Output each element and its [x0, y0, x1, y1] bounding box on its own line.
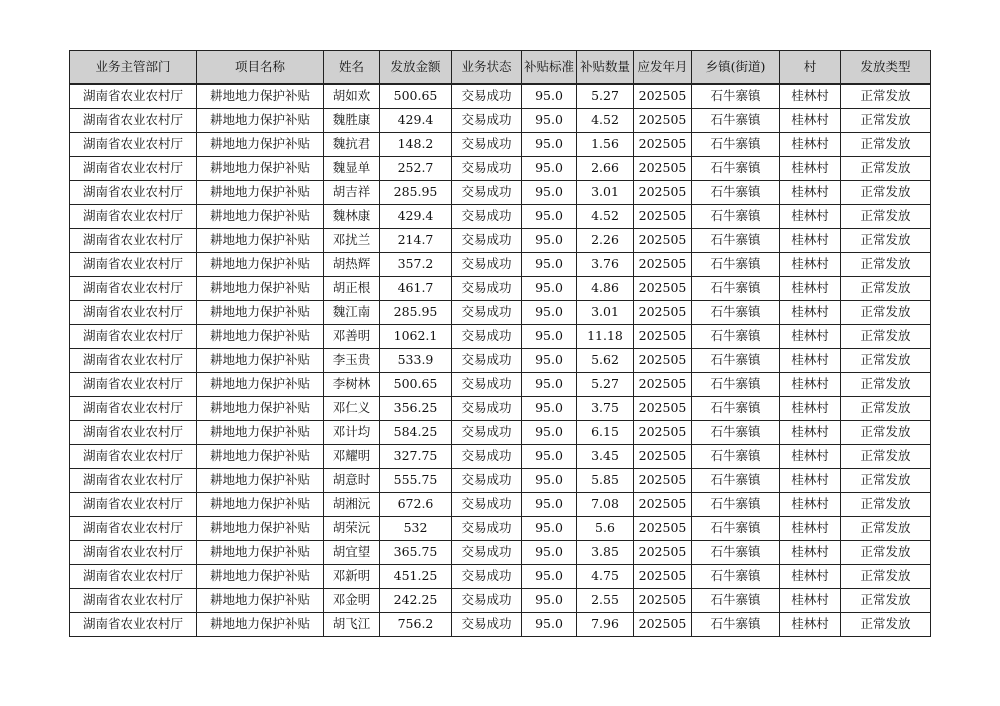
cell-name: 胡正根: [324, 277, 380, 301]
cell-type: 正常发放: [841, 253, 931, 277]
header-cell-type: 发放类型: [841, 51, 931, 85]
cell-type: 正常发放: [841, 397, 931, 421]
cell-type: 正常发放: [841, 205, 931, 229]
cell-amount: 214.7: [380, 229, 452, 253]
cell-project: 耕地地力保护补贴: [197, 493, 324, 517]
cell-town: 石牛寨镇: [692, 325, 780, 349]
cell-name: 李树林: [324, 373, 380, 397]
cell-project: 耕地地力保护补贴: [197, 205, 324, 229]
cell-project: 耕地地力保护补贴: [197, 277, 324, 301]
cell-town: 石牛寨镇: [692, 133, 780, 157]
cell-amount: 285.95: [380, 301, 452, 325]
cell-status: 交易成功: [452, 373, 522, 397]
table-row: [70, 84, 931, 109]
cell-standard: 95.0: [522, 373, 577, 397]
cell-quantity: 3.76: [577, 253, 634, 277]
cell-status: 交易成功: [452, 421, 522, 445]
cell-amount: 451.25: [380, 565, 452, 589]
table-row: [70, 109, 931, 133]
cell-month: 202505: [634, 181, 692, 205]
cell-month: 202505: [634, 277, 692, 301]
cell-standard: 95.0: [522, 253, 577, 277]
cell-quantity: 3.01: [577, 181, 634, 205]
cell-amount: 242.25: [380, 589, 452, 613]
cell-quantity: 3.85: [577, 541, 634, 565]
cell-village: 桂林村: [780, 565, 841, 589]
cell-month: 202505: [634, 253, 692, 277]
header-cell-project: 项目名称: [197, 51, 324, 85]
table-row: [70, 157, 931, 181]
cell-quantity: 5.27: [577, 84, 634, 109]
cell-status: 交易成功: [452, 157, 522, 181]
cell-project: 耕地地力保护补贴: [197, 517, 324, 541]
cell-amount: 356.25: [380, 397, 452, 421]
cell-standard: 95.0: [522, 613, 577, 637]
cell-department: 湖南省农业农村厅: [70, 301, 197, 325]
cell-project: 耕地地力保护补贴: [197, 229, 324, 253]
cell-month: 202505: [634, 109, 692, 133]
cell-quantity: 4.52: [577, 109, 634, 133]
cell-village: 桂林村: [780, 541, 841, 565]
cell-project: 耕地地力保护补贴: [197, 157, 324, 181]
cell-town: 石牛寨镇: [692, 277, 780, 301]
table-row: [70, 205, 931, 229]
cell-project: 耕地地力保护补贴: [197, 325, 324, 349]
cell-name: 胡湘沅: [324, 493, 380, 517]
cell-status: 交易成功: [452, 277, 522, 301]
cell-quantity: 7.96: [577, 613, 634, 637]
table-row: [70, 469, 931, 493]
header-cell-village: 村: [780, 51, 841, 85]
cell-village: 桂林村: [780, 157, 841, 181]
header-cell-department: 业务主管部门: [70, 51, 197, 85]
cell-amount: 500.65: [380, 84, 452, 109]
cell-village: 桂林村: [780, 301, 841, 325]
cell-amount: 429.4: [380, 109, 452, 133]
cell-status: 交易成功: [452, 349, 522, 373]
table-row: [70, 253, 931, 277]
cell-town: 石牛寨镇: [692, 84, 780, 109]
cell-department: 湖南省农业农村厅: [70, 589, 197, 613]
cell-amount: 285.95: [380, 181, 452, 205]
cell-month: 202505: [634, 325, 692, 349]
cell-name: 胡意时: [324, 469, 380, 493]
table-row: [70, 229, 931, 253]
cell-type: 正常发放: [841, 493, 931, 517]
cell-village: 桂林村: [780, 229, 841, 253]
cell-name: 邓仁义: [324, 397, 380, 421]
cell-type: 正常发放: [841, 373, 931, 397]
cell-type: 正常发放: [841, 325, 931, 349]
cell-village: 桂林村: [780, 181, 841, 205]
cell-village: 桂林村: [780, 277, 841, 301]
cell-town: 石牛寨镇: [692, 109, 780, 133]
cell-quantity: 7.08: [577, 493, 634, 517]
cell-project: 耕地地力保护补贴: [197, 301, 324, 325]
cell-status: 交易成功: [452, 253, 522, 277]
cell-status: 交易成功: [452, 445, 522, 469]
cell-month: 202505: [634, 445, 692, 469]
cell-department: 湖南省农业农村厅: [70, 109, 197, 133]
cell-status: 交易成功: [452, 541, 522, 565]
cell-project: 耕地地力保护补贴: [197, 613, 324, 637]
header-cell-status: 业务状态: [452, 51, 522, 85]
table-row: [70, 493, 931, 517]
cell-month: 202505: [634, 349, 692, 373]
cell-amount: 532: [380, 517, 452, 541]
cell-department: 湖南省农业农村厅: [70, 157, 197, 181]
cell-quantity: 11.18: [577, 325, 634, 349]
table-row: [70, 589, 931, 613]
cell-name: 胡飞江: [324, 613, 380, 637]
cell-department: 湖南省农业农村厅: [70, 253, 197, 277]
table-row: [70, 565, 931, 589]
cell-town: 石牛寨镇: [692, 445, 780, 469]
cell-name: 魏林康: [324, 205, 380, 229]
cell-town: 石牛寨镇: [692, 373, 780, 397]
cell-name: 胡热辉: [324, 253, 380, 277]
cell-month: 202505: [634, 157, 692, 181]
cell-amount: 327.75: [380, 445, 452, 469]
cell-amount: 429.4: [380, 205, 452, 229]
cell-department: 湖南省农业农村厅: [70, 229, 197, 253]
header-cell-name: 姓名: [324, 51, 380, 85]
cell-village: 桂林村: [780, 493, 841, 517]
cell-name: 李玉贵: [324, 349, 380, 373]
cell-standard: 95.0: [522, 109, 577, 133]
cell-name: 邓善明: [324, 325, 380, 349]
cell-type: 正常发放: [841, 301, 931, 325]
cell-village: 桂林村: [780, 589, 841, 613]
cell-department: 湖南省农业农村厅: [70, 517, 197, 541]
cell-village: 桂林村: [780, 109, 841, 133]
cell-standard: 95.0: [522, 205, 577, 229]
cell-status: 交易成功: [452, 517, 522, 541]
cell-quantity: 5.27: [577, 373, 634, 397]
table-row: [70, 325, 931, 349]
cell-type: 正常发放: [841, 181, 931, 205]
cell-standard: 95.0: [522, 589, 577, 613]
cell-town: 石牛寨镇: [692, 421, 780, 445]
cell-quantity: 2.55: [577, 589, 634, 613]
cell-project: 耕地地力保护补贴: [197, 133, 324, 157]
cell-amount: 672.6: [380, 493, 452, 517]
cell-town: 石牛寨镇: [692, 205, 780, 229]
cell-month: 202505: [634, 565, 692, 589]
cell-name: 魏江南: [324, 301, 380, 325]
cell-quantity: 4.75: [577, 565, 634, 589]
table-row: [70, 301, 931, 325]
table-row: [70, 541, 931, 565]
cell-department: 湖南省农业农村厅: [70, 445, 197, 469]
cell-status: 交易成功: [452, 397, 522, 421]
cell-town: 石牛寨镇: [692, 397, 780, 421]
cell-village: 桂林村: [780, 421, 841, 445]
header-cell-standard: 补贴标准: [522, 51, 577, 85]
cell-type: 正常发放: [841, 229, 931, 253]
table-row: [70, 349, 931, 373]
cell-town: 石牛寨镇: [692, 253, 780, 277]
cell-status: 交易成功: [452, 565, 522, 589]
cell-department: 湖南省农业农村厅: [70, 421, 197, 445]
cell-department: 湖南省农业农村厅: [70, 373, 197, 397]
cell-status: 交易成功: [452, 301, 522, 325]
cell-project: 耕地地力保护补贴: [197, 109, 324, 133]
cell-department: 湖南省农业农村厅: [70, 565, 197, 589]
cell-village: 桂林村: [780, 349, 841, 373]
cell-project: 耕地地力保护补贴: [197, 397, 324, 421]
cell-department: 湖南省农业农村厅: [70, 541, 197, 565]
cell-month: 202505: [634, 589, 692, 613]
cell-name: 邓扰兰: [324, 229, 380, 253]
header-cell-month: 应发年月: [634, 51, 692, 85]
cell-type: 正常发放: [841, 84, 931, 109]
cell-standard: 95.0: [522, 397, 577, 421]
cell-standard: 95.0: [522, 181, 577, 205]
cell-department: 湖南省农业农村厅: [70, 205, 197, 229]
cell-village: 桂林村: [780, 253, 841, 277]
cell-quantity: 5.85: [577, 469, 634, 493]
cell-village: 桂林村: [780, 397, 841, 421]
cell-amount: 555.75: [380, 469, 452, 493]
cell-name: 魏胜康: [324, 109, 380, 133]
subsidy-table: [69, 50, 931, 637]
cell-village: 桂林村: [780, 205, 841, 229]
cell-status: 交易成功: [452, 325, 522, 349]
cell-month: 202505: [634, 205, 692, 229]
cell-project: 耕地地力保护补贴: [197, 589, 324, 613]
cell-amount: 533.9: [380, 349, 452, 373]
cell-department: 湖南省农业农村厅: [70, 349, 197, 373]
cell-amount: 756.2: [380, 613, 452, 637]
cell-town: 石牛寨镇: [692, 157, 780, 181]
cell-standard: 95.0: [522, 349, 577, 373]
cell-quantity: 3.01: [577, 301, 634, 325]
cell-department: 湖南省农业农村厅: [70, 397, 197, 421]
cell-village: 桂林村: [780, 517, 841, 541]
cell-month: 202505: [634, 301, 692, 325]
cell-type: 正常发放: [841, 541, 931, 565]
cell-standard: 95.0: [522, 445, 577, 469]
cell-quantity: 2.26: [577, 229, 634, 253]
cell-village: 桂林村: [780, 325, 841, 349]
cell-amount: 1062.1: [380, 325, 452, 349]
cell-month: 202505: [634, 84, 692, 109]
cell-village: 桂林村: [780, 613, 841, 637]
cell-name: 胡吉祥: [324, 181, 380, 205]
cell-project: 耕地地力保护补贴: [197, 181, 324, 205]
cell-standard: 95.0: [522, 517, 577, 541]
cell-month: 202505: [634, 421, 692, 445]
cell-month: 202505: [634, 397, 692, 421]
cell-standard: 95.0: [522, 493, 577, 517]
cell-quantity: 6.15: [577, 421, 634, 445]
cell-village: 桂林村: [780, 373, 841, 397]
cell-status: 交易成功: [452, 589, 522, 613]
cell-town: 石牛寨镇: [692, 349, 780, 373]
cell-standard: 95.0: [522, 565, 577, 589]
cell-village: 桂林村: [780, 133, 841, 157]
cell-quantity: 3.45: [577, 445, 634, 469]
cell-town: 石牛寨镇: [692, 181, 780, 205]
cell-amount: 252.7: [380, 157, 452, 181]
cell-town: 石牛寨镇: [692, 541, 780, 565]
cell-quantity: 5.62: [577, 349, 634, 373]
cell-department: 湖南省农业农村厅: [70, 325, 197, 349]
cell-quantity: 4.86: [577, 277, 634, 301]
cell-status: 交易成功: [452, 181, 522, 205]
cell-type: 正常发放: [841, 349, 931, 373]
cell-name: 邓耀明: [324, 445, 380, 469]
cell-department: 湖南省农业农村厅: [70, 613, 197, 637]
cell-month: 202505: [634, 493, 692, 517]
cell-status: 交易成功: [452, 613, 522, 637]
cell-town: 石牛寨镇: [692, 469, 780, 493]
cell-village: 桂林村: [780, 84, 841, 109]
cell-department: 湖南省农业农村厅: [70, 493, 197, 517]
cell-standard: 95.0: [522, 325, 577, 349]
cell-type: 正常发放: [841, 277, 931, 301]
cell-type: 正常发放: [841, 157, 931, 181]
cell-quantity: 2.66: [577, 157, 634, 181]
cell-town: 石牛寨镇: [692, 229, 780, 253]
cell-project: 耕地地力保护补贴: [197, 253, 324, 277]
cell-type: 正常发放: [841, 565, 931, 589]
cell-project: 耕地地力保护补贴: [197, 445, 324, 469]
cell-department: 湖南省农业农村厅: [70, 277, 197, 301]
cell-month: 202505: [634, 469, 692, 493]
cell-status: 交易成功: [452, 133, 522, 157]
cell-town: 石牛寨镇: [692, 517, 780, 541]
cell-amount: 357.2: [380, 253, 452, 277]
cell-status: 交易成功: [452, 84, 522, 109]
cell-standard: 95.0: [522, 157, 577, 181]
cell-standard: 95.0: [522, 229, 577, 253]
cell-type: 正常发放: [841, 469, 931, 493]
cell-village: 桂林村: [780, 469, 841, 493]
cell-quantity: 4.52: [577, 205, 634, 229]
header-row: [70, 51, 931, 85]
table-body: [70, 84, 931, 637]
cell-name: 胡如欢: [324, 84, 380, 109]
cell-type: 正常发放: [841, 589, 931, 613]
cell-standard: 95.0: [522, 84, 577, 109]
cell-standard: 95.0: [522, 421, 577, 445]
cell-project: 耕地地力保护补贴: [197, 421, 324, 445]
cell-quantity: 3.75: [577, 397, 634, 421]
header-cell-quantity: 补贴数量: [577, 51, 634, 85]
cell-town: 石牛寨镇: [692, 565, 780, 589]
cell-type: 正常发放: [841, 109, 931, 133]
table-row: [70, 277, 931, 301]
cell-status: 交易成功: [452, 205, 522, 229]
cell-quantity: 1.56: [577, 133, 634, 157]
cell-project: 耕地地力保护补贴: [197, 84, 324, 109]
cell-name: 邓金明: [324, 589, 380, 613]
cell-type: 正常发放: [841, 517, 931, 541]
cell-month: 202505: [634, 517, 692, 541]
cell-standard: 95.0: [522, 469, 577, 493]
table-row: [70, 133, 931, 157]
cell-name: 魏显单: [324, 157, 380, 181]
cell-status: 交易成功: [452, 109, 522, 133]
cell-name: 邓计均: [324, 421, 380, 445]
table-row: [70, 181, 931, 205]
cell-project: 耕地地力保护补贴: [197, 565, 324, 589]
cell-standard: 95.0: [522, 301, 577, 325]
cell-amount: 461.7: [380, 277, 452, 301]
cell-project: 耕地地力保护补贴: [197, 349, 324, 373]
cell-town: 石牛寨镇: [692, 613, 780, 637]
cell-town: 石牛寨镇: [692, 589, 780, 613]
cell-status: 交易成功: [452, 229, 522, 253]
cell-town: 石牛寨镇: [692, 301, 780, 325]
cell-quantity: 5.6: [577, 517, 634, 541]
table-row: [70, 373, 931, 397]
cell-standard: 95.0: [522, 541, 577, 565]
table-row: [70, 517, 931, 541]
table-row: [70, 613, 931, 637]
table-row: [70, 445, 931, 469]
cell-name: 胡荣沅: [324, 517, 380, 541]
cell-month: 202505: [634, 133, 692, 157]
cell-department: 湖南省农业农村厅: [70, 181, 197, 205]
cell-month: 202505: [634, 541, 692, 565]
cell-month: 202505: [634, 229, 692, 253]
cell-project: 耕地地力保护补贴: [197, 541, 324, 565]
cell-name: 魏抗君: [324, 133, 380, 157]
cell-town: 石牛寨镇: [692, 493, 780, 517]
cell-type: 正常发放: [841, 445, 931, 469]
header-cell-amount: 发放金额: [380, 51, 452, 85]
cell-type: 正常发放: [841, 421, 931, 445]
cell-project: 耕地地力保护补贴: [197, 469, 324, 493]
cell-status: 交易成功: [452, 469, 522, 493]
cell-department: 湖南省农业农村厅: [70, 84, 197, 109]
cell-name: 胡宜望: [324, 541, 380, 565]
cell-village: 桂林村: [780, 445, 841, 469]
table-row: [70, 397, 931, 421]
cell-standard: 95.0: [522, 277, 577, 301]
cell-name: 邓新明: [324, 565, 380, 589]
header-cell-town: 乡镇(街道): [692, 51, 780, 85]
cell-standard: 95.0: [522, 133, 577, 157]
table-row: [70, 421, 931, 445]
cell-project: 耕地地力保护补贴: [197, 373, 324, 397]
table-header: [70, 51, 931, 85]
cell-status: 交易成功: [452, 493, 522, 517]
cell-month: 202505: [634, 373, 692, 397]
cell-month: 202505: [634, 613, 692, 637]
cell-amount: 500.65: [380, 373, 452, 397]
cell-amount: 584.25: [380, 421, 452, 445]
cell-amount: 365.75: [380, 541, 452, 565]
cell-amount: 148.2: [380, 133, 452, 157]
cell-department: 湖南省农业农村厅: [70, 133, 197, 157]
cell-department: 湖南省农业农村厅: [70, 469, 197, 493]
cell-type: 正常发放: [841, 133, 931, 157]
cell-type: 正常发放: [841, 613, 931, 637]
